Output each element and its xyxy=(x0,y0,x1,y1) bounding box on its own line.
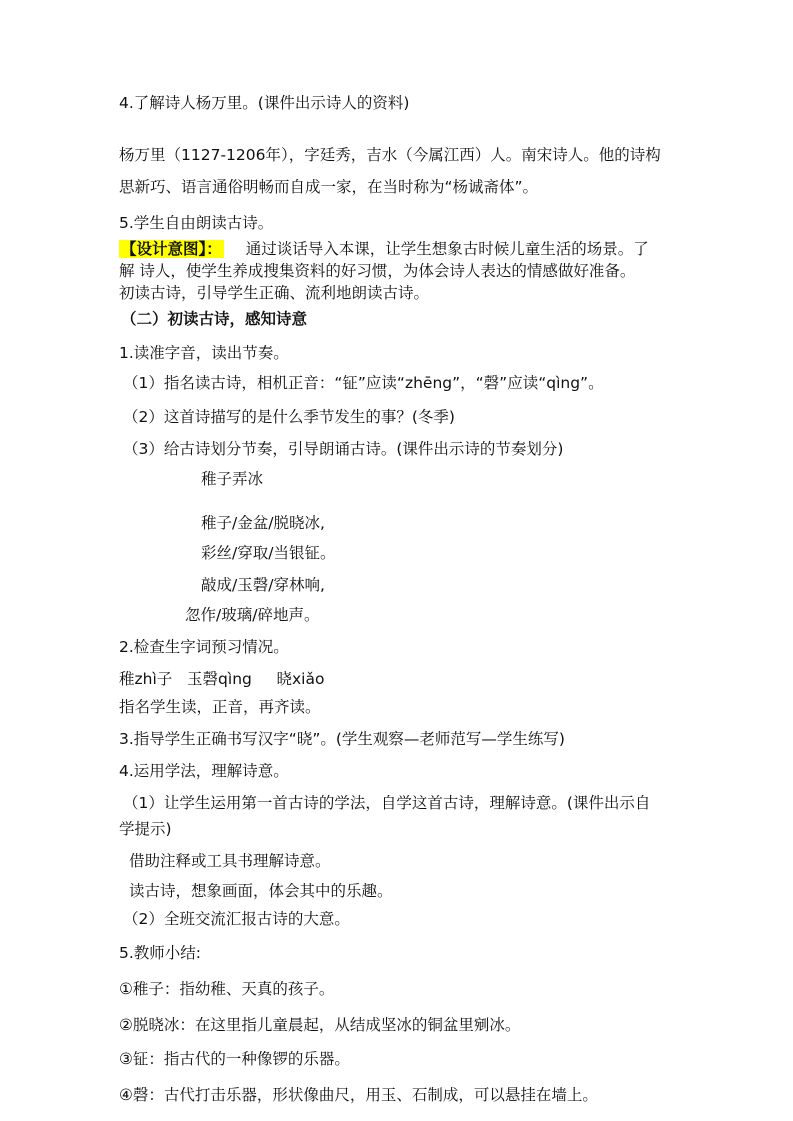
step-4-sub-1-line-2: 学提示) xyxy=(119,820,172,838)
design-intent-line-2: 解 诗人，使学生养成搜集资料的好习惯，为体会诗人表达的情感做好准备。 xyxy=(119,262,636,280)
item-4-poet-intro: 4.了解诗人杨万里。(课件出示诗人的资料) xyxy=(119,94,410,112)
step-2-note: 指名学生读，正音，再齐读。 xyxy=(119,698,321,716)
poem-line: 彩丝/穿取/当银钲。 xyxy=(201,544,336,562)
self-study-tip: 借助注释或工具书理解诗意。 xyxy=(129,852,331,870)
item-5-free-reading: 5.学生自由朗读古诗。 xyxy=(119,214,274,232)
step-4-sub-2: （2）全班交流汇报古诗的大意。 xyxy=(123,910,350,928)
poem-line: 敲成/玉磬/穿林响, xyxy=(201,576,325,594)
summary-note: ④磬：古代打击乐器，形状像曲尺，用玉、石制成，可以悬挂在墙上。 xyxy=(119,1086,598,1104)
poet-bio-line-2: 思新巧、语言通俗明畅而自成一家，在当时称为“杨诚斋体”。 xyxy=(119,178,539,196)
design-intent-text: 通过谈话导入本课，让学生想象古时候儿童生活的场景。了 xyxy=(245,240,649,258)
poem-line: 忽作/玻璃/碎地声。 xyxy=(185,606,320,624)
poem-title: 稚子弄冰 xyxy=(201,470,264,488)
step-1-sub-2: （2）这首诗描写的是什么季节发生的事？(冬季) xyxy=(123,408,455,426)
poem-line: 稚子/金盆/脱晓冰, xyxy=(201,514,325,532)
step-1-sub-1: （1）指名读古诗，相机正音：“钲”应读“zhēng”，“磬”应读“qìng”。 xyxy=(123,374,604,392)
vocab-words: 稚zhì子 玉磬qìng 晓xiǎo xyxy=(119,670,325,688)
step-2: 2.检查生字词预习情况。 xyxy=(119,638,289,656)
step-1: 1.读准字音，读出节奏。 xyxy=(119,344,289,362)
design-intent-line-3: 初读古诗，引导学生正确、流利地朗读古诗。 xyxy=(119,284,430,302)
self-study-tip: 读古诗，想象画面，体会其中的乐趣。 xyxy=(129,882,393,900)
step-5: 5.教师小结: xyxy=(119,944,202,962)
design-intent-line-1 xyxy=(119,239,649,259)
step-1-sub-3: （3）给古诗划分节奏，引导朗诵古诗。(课件出示诗的节奏划分) xyxy=(123,440,564,458)
summary-note: ①稚子：指幼稚、天真的孩子。 xyxy=(119,980,335,998)
summary-note: ②脱晓冰：在这里指儿童晨起，从结成坚冰的铜盆里剜冰。 xyxy=(119,1016,521,1034)
step-4: 4.运用学法，理解诗意。 xyxy=(119,762,289,780)
step-4-sub-1-line-1: （1）让学生运用第一首古诗的学法，自学这首古诗，理解诗意。(课件出示自 xyxy=(123,794,651,812)
section-heading: （二）初读古诗，感知诗意 xyxy=(121,310,308,328)
poet-bio-line-1: 杨万里（1127-1206年），字廷秀，吉水（今属江西）人。南宋诗人。他的诗构 xyxy=(119,146,661,164)
step-3: 3.指导学生正确书写汉字“晓”。(学生观察—老师范写—学生练写) xyxy=(119,730,565,748)
summary-note: ③钲：指古代的一种像锣的乐器。 xyxy=(119,1050,350,1068)
design-intent-tag: 【设计意图】： xyxy=(121,240,222,258)
